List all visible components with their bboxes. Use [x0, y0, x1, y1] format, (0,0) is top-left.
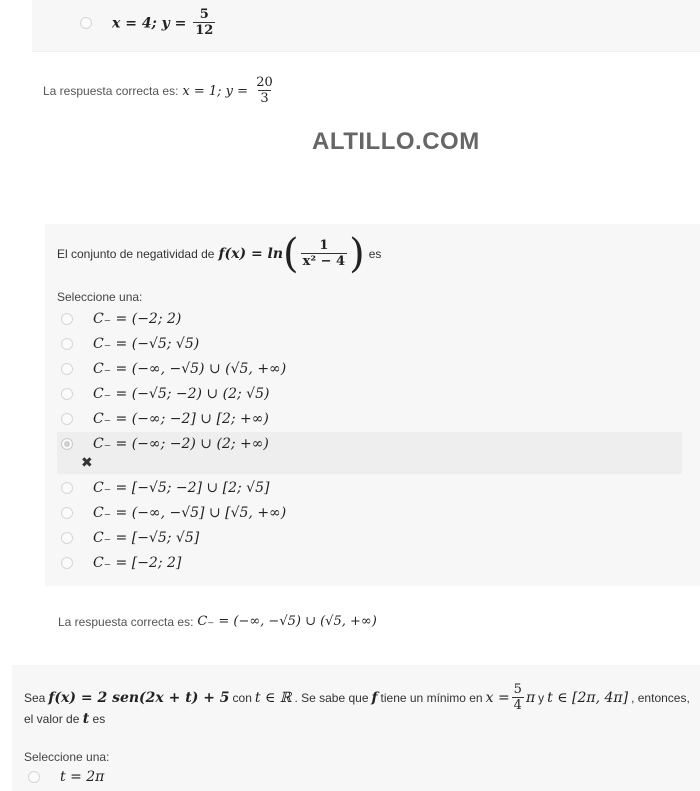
select-label: Seleccione una: — [57, 290, 143, 304]
fraction-numerator: 5 — [199, 7, 209, 22]
option-text: C₋ = (−∞; −2) ∪ (2; +∞) — [93, 436, 269, 452]
question-text: El conjunto de negatividad de f(x) = ln ( $\frac{1}{\text{x² − 4}}$ ) es — [57, 231, 382, 277]
radio-button[interactable] — [61, 482, 73, 494]
radio-button[interactable] — [61, 532, 73, 544]
fraction-denominator: x² − 4 — [302, 254, 346, 269]
question-text-start: El conjunto de negatividad de — [57, 247, 215, 261]
function-variable: f — [371, 690, 378, 707]
answer-option[interactable] — [61, 477, 269, 499]
question-text-part: con — [232, 691, 252, 706]
answer-option[interactable] — [61, 502, 286, 524]
watermark: ALTILLO.COM — [312, 128, 480, 155]
question-text-part: y — [538, 691, 545, 706]
answer-option[interactable] — [61, 308, 181, 330]
select-label: Seleccione una: — [24, 750, 110, 764]
correct-answer-label: La respuesta correcta es: — [43, 84, 179, 99]
correct-answer — [58, 614, 377, 629]
option-text: t = 2π — [60, 769, 105, 785]
option-text: C₋ = [−2; 2] — [93, 555, 182, 571]
option-text: C₋ = (−2; 2) — [93, 311, 182, 327]
radio-button[interactable] — [61, 413, 73, 425]
radio-button[interactable] — [61, 388, 73, 400]
question-text-line2 — [24, 711, 105, 727]
radio-button[interactable] — [61, 338, 73, 350]
option-text: C₋ = (−∞, −√5] ∪ [√5, +∞) — [93, 505, 287, 521]
previous-correct-answer — [43, 76, 277, 107]
question-text-part: es — [92, 712, 106, 726]
option-text: C₋ = (−√5; −2) ∪ (2; √5) — [93, 386, 270, 402]
function-expression: f(x) = 2 sen(2x + t) + 5 — [48, 690, 230, 707]
option-text: C₋ = (−∞; −2] ∪ [2; +∞) — [93, 411, 269, 427]
fraction-numerator: 5 — [513, 682, 522, 697]
radio-button[interactable] — [61, 363, 73, 375]
previous-option[interactable] — [80, 8, 217, 39]
question-text-part: Sea — [24, 691, 46, 706]
answer-option[interactable] — [61, 408, 269, 430]
option-text: C₋ = [−√5; −2] ∪ [2; √5] — [93, 480, 270, 496]
question-box — [45, 224, 700, 586]
condition-expression: t ∈ ℝ — [254, 690, 292, 707]
answer-option[interactable] — [61, 527, 199, 549]
answer-option[interactable] — [61, 358, 286, 380]
radio-button[interactable] — [61, 507, 73, 519]
incorrect-icon: ✖ — [81, 454, 93, 470]
correct-answer-value: C₋ = (−∞, −√5) ∪ (√5, +∞) — [197, 614, 377, 629]
answer-option[interactable] — [61, 383, 269, 405]
function-expression: f(x) = ln — [218, 246, 284, 262]
radio-button[interactable] — [61, 313, 73, 325]
question-text-part: tiene un mínimo en — [380, 691, 483, 706]
variable-t: t — [82, 711, 90, 727]
x-equals: x = — [485, 690, 510, 707]
radio-button[interactable] — [80, 17, 92, 29]
radio-button-checked[interactable] — [61, 438, 73, 450]
interval-expression: t ∈ [2π, 4π] — [547, 690, 629, 707]
fraction-numerator: 20 — [256, 75, 273, 90]
question-box — [12, 665, 700, 791]
option-text: x = 4; y = — [112, 15, 192, 32]
correct-answer-x: x = 1; y = — [182, 83, 253, 99]
question-text-part: , entonces, — [631, 691, 690, 706]
fraction-denominator: 12 — [195, 23, 214, 39]
pi-symbol: π — [525, 690, 536, 707]
answer-option[interactable] — [28, 769, 104, 785]
correct-answer-label: La respuesta correcta es: — [58, 614, 194, 629]
question-text-part: el valor de — [24, 712, 80, 726]
fraction-denominator: 3 — [260, 91, 269, 107]
fraction-numerator: 1 — [319, 237, 329, 253]
option-text: C₋ = (−∞, −√5) ∪ (√5, +∞) — [93, 361, 287, 377]
fraction-denominator: 4 — [513, 698, 522, 714]
answer-option-selected[interactable] — [61, 433, 269, 455]
answer-option[interactable] — [61, 552, 181, 574]
answer-option[interactable] — [61, 333, 199, 355]
radio-button[interactable] — [61, 557, 73, 569]
radio-button[interactable] — [28, 771, 40, 783]
option-text: C₋ = (−√5; √5) — [93, 336, 200, 352]
option-text: C₋ = [−√5; √5] — [93, 530, 200, 546]
question-text-part: . Se sabe que — [294, 691, 369, 706]
question-text-end: es — [368, 247, 382, 261]
previous-option-box — [32, 0, 700, 52]
question-text — [24, 683, 690, 714]
